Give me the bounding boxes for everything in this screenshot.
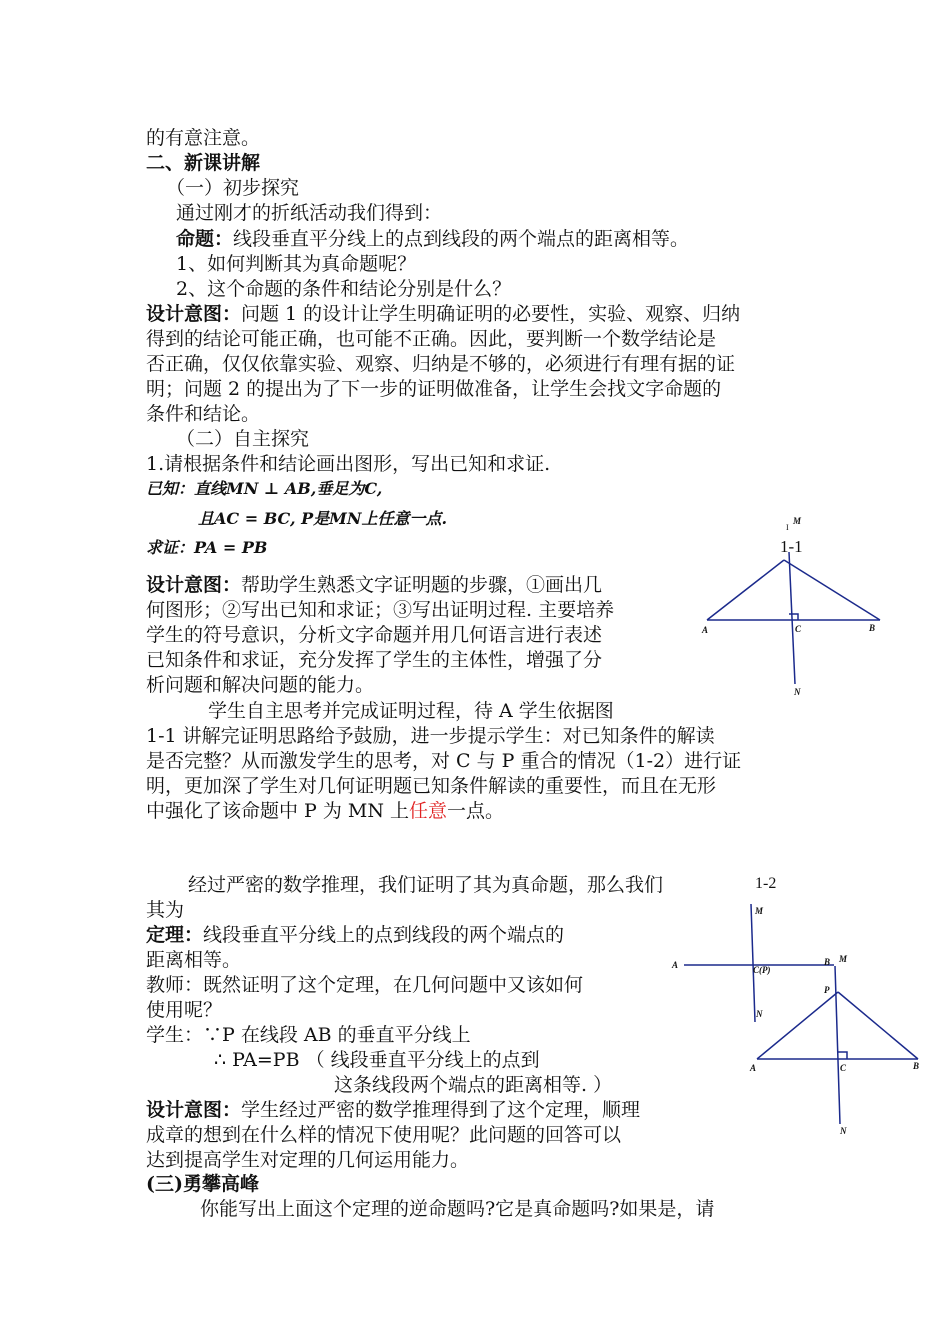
text-line: 明；问题 2 的提出为了下一步的证明做准备，让学生会找文字命题的 xyxy=(146,378,722,400)
text-line: 学生：∵P 在线段 AB 的垂直平分线上 xyxy=(146,1024,471,1046)
text-line: 使用呢？ xyxy=(146,999,223,1021)
label-c: C xyxy=(795,624,802,634)
design-intent-text: 学生经过严密的数学推理得到了这个定理，顺理 xyxy=(241,1099,641,1121)
subsection-heading: （二）自主探究 xyxy=(176,428,310,450)
given-statement-cont: 且AC = BC, P是MN上任意一点. xyxy=(198,509,448,528)
text-line: 学生的符号意识，分析文字命题并用几何语言进行表述 xyxy=(146,624,603,646)
text-line: 学生自主思考并完成证明过程，待 A 学生依据图 xyxy=(208,700,614,722)
label-b: B xyxy=(824,957,831,967)
text-line: 教师：既然证明了这个定理，在几何问题中又该如何 xyxy=(146,974,584,996)
text-line: 成章的想到在什么样的情况下使用呢？此问题的回答可以 xyxy=(146,1124,622,1146)
label-p: P xyxy=(824,985,830,995)
text-line: 通过刚才的折纸活动我们得到： xyxy=(176,202,443,224)
text-line: 明，更加深了学生对几何证明题已知条件解读的重要性，而且在无形 xyxy=(146,775,717,797)
text-line: 达到提高学生对定理的几何运用能力。 xyxy=(146,1149,470,1171)
label-a: A xyxy=(750,1063,757,1073)
text-segment: 一点。 xyxy=(447,800,505,822)
section-heading: 二、新课讲解 xyxy=(146,152,261,174)
text-line: 的有意注意。 xyxy=(146,127,261,149)
question-2: 2、这个命题的条件和结论分别是什么？ xyxy=(176,278,512,300)
label-c: C xyxy=(840,1063,847,1073)
text-line: 1-1 讲解完证明思路给予鼓励，进一步提示学生：对已知条件的解读 xyxy=(146,725,715,747)
given-statement: 已知：直线MN ⊥ AB,垂足为C, xyxy=(146,479,383,498)
text-line: 其为 xyxy=(146,899,185,921)
text-line: 是否完整？从而激发学生的思考，对 C 与 P 重合的情况（1-2）进行证 xyxy=(146,750,742,772)
text-line: 1.请根据条件和结论画出图形，写出已知和求证. xyxy=(146,453,551,475)
emphasis-text: 任意 xyxy=(409,800,448,822)
tick-label: I xyxy=(786,523,789,532)
right-angle-mark xyxy=(838,1052,847,1059)
segment-pb xyxy=(838,992,918,1059)
label-n: N xyxy=(794,687,801,697)
text-line: 析问题和解决问题的能力。 xyxy=(146,674,375,696)
text-line: 何图形；②写出已知和求证；③写出证明过程. 主要培养 xyxy=(146,599,615,621)
label-c-p: C(P) xyxy=(753,965,771,975)
text-line: 条件和结论。 xyxy=(146,403,261,425)
design-intent-text: 帮助学生熟悉文字证明题的步骤，①画出几 xyxy=(241,574,603,596)
figure-caption: 1-1 xyxy=(780,537,803,556)
figure-caption: 1-2 xyxy=(755,875,777,892)
label-m: M xyxy=(839,954,848,964)
line-mn xyxy=(835,966,840,1124)
text-line: 否正确，仅仅依靠实验、观察、归纳是不够的，必须进行有理有据的证 xyxy=(146,353,736,375)
design-intent-label: 设计意图： xyxy=(146,303,242,325)
subsection-heading: （一）初步探究 xyxy=(166,177,300,199)
text-line: ∴ PA=PB （ 线段垂直平分线上的点到 xyxy=(214,1049,540,1071)
prove-statement: 求证：PA = PB xyxy=(146,538,268,557)
label-n: N xyxy=(756,1009,763,1019)
text-line: 已知条件和求证，充分发挥了学生的主体性，增强了分 xyxy=(146,649,603,671)
label-n: N xyxy=(840,1126,847,1136)
text-line: 得到的结论可能正确，也可能不正确。因此，要判断一个数学结论是 xyxy=(146,328,717,350)
design-intent-label: 设计意图： xyxy=(146,574,242,596)
label-b: B xyxy=(913,1061,920,1071)
design-intent-text: 问题 1 的设计让学生明确证明的必要性，实验、观察、归纳 xyxy=(241,303,741,325)
label-b: B xyxy=(869,623,876,633)
label-m: M xyxy=(793,516,802,526)
label-a: A xyxy=(702,625,709,635)
label-m: M xyxy=(755,906,764,916)
proposition-text: 线段垂直平分线上的点到线段的两个端点的距离相等。 xyxy=(233,228,690,250)
section-heading: (三)勇攀高峰 xyxy=(146,1173,259,1195)
proposition-label: 命题： xyxy=(176,228,234,250)
theorem-label: 定理： xyxy=(146,924,204,946)
text-line: 经过严密的数学推理，我们证明了其为真命题，那么我们 xyxy=(188,874,664,896)
text-line: 你能写出上面这个定理的逆命题吗?它是真命题吗?如果是，请 xyxy=(200,1198,715,1220)
theorem-text: 线段垂直平分线上的点到线段的两个端点的 xyxy=(203,924,565,946)
segment-pa xyxy=(757,992,838,1059)
question-1: 1、如何判断其为真命题呢？ xyxy=(176,253,417,275)
design-intent-label: 设计意图： xyxy=(146,1099,242,1121)
text-line: 这条线段两个端点的距离相等. ） xyxy=(334,1074,613,1096)
text-segment: 中强化了该命题中 P 为 MN 上 xyxy=(146,800,410,822)
label-a: A xyxy=(672,960,679,970)
text-line: 距离相等。 xyxy=(146,949,242,971)
